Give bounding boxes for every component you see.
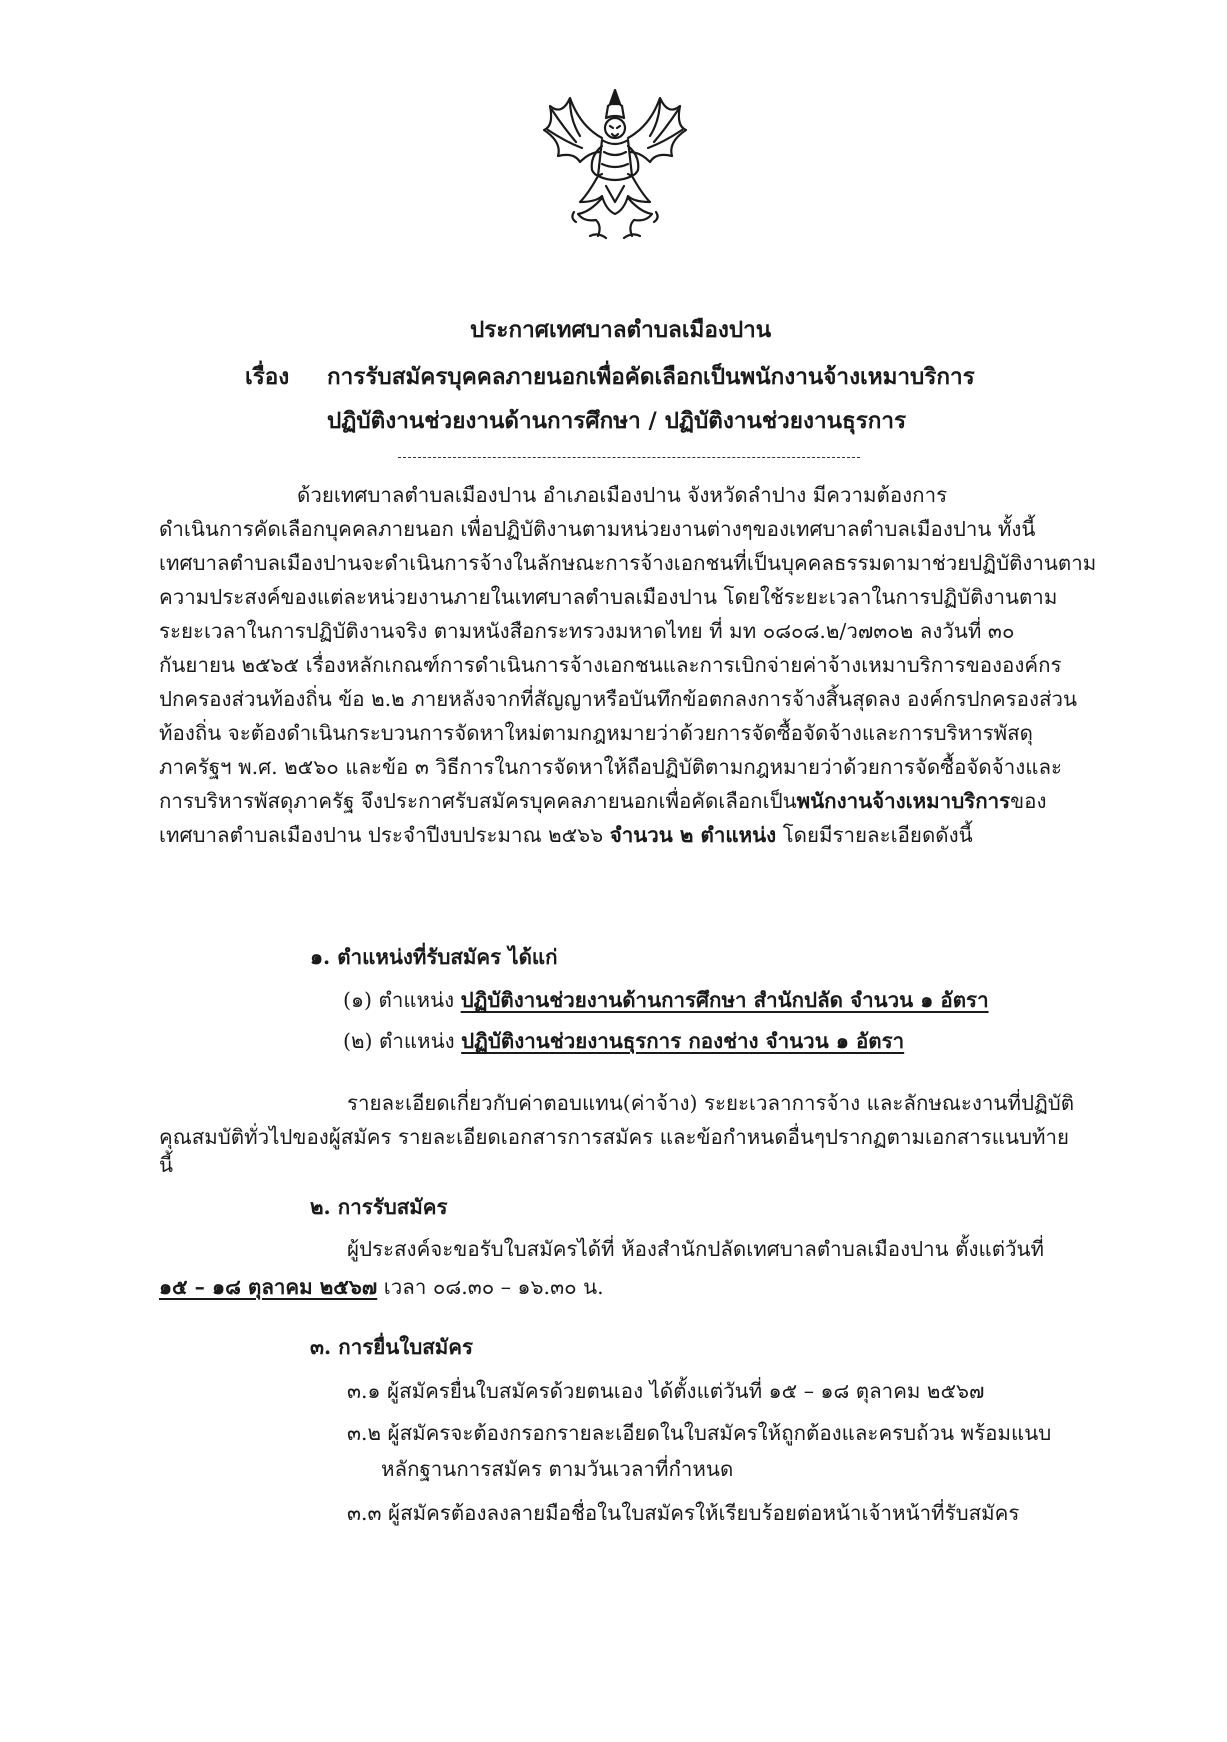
intro-emphasis: จำนวน ๒ ตำแหน่ง: [609, 823, 777, 847]
intro-line: ปกครองส่วนท้องถิ่น ข้อ ๒.๒ ภายหลังจากที่สัญญาหรือบันทึกข้อตกลงการจ้างสิ้นสุดลง องค์กรปกครองส่วน: [159, 687, 1077, 711]
application-time: เวลา ๐๘.๓๐ – ๑๖.๓๐ น.: [383, 1275, 604, 1299]
intro-line: ภาครัฐฯ พ.ศ. ๒๕๖๐ และข้อ ๓ วิธีการในการจัดหาให้ถือปฏิบัติตามกฎหมายว่าด้วยการจัดซื้อจัดจ้างและ: [159, 755, 1063, 779]
intro-line: ด้วยเทศบาลตำบลเมืองปาน อำเภอเมืองปาน จังหวัดลำปาง มีความต้องการ: [297, 483, 948, 507]
section-1-heading: ๑. ตำแหน่งที่รับสมัคร ได้แก่: [310, 945, 558, 969]
intro-text: เทศบาลตำบลเมืองปาน ประจำปีงบประมาณ ๒๕๖๖: [159, 823, 604, 847]
position-item-1: [343, 983, 989, 1017]
position-prefix: (๑) ตำแหน่ง: [343, 988, 455, 1012]
intro-line: [159, 784, 1099, 818]
section-2-heading: ๒. การรับสมัคร: [310, 1195, 448, 1219]
intro-text: การบริหารพัสดุภาครัฐ จึงประกาศรับสมัครบุคคลภายนอกเพื่อคัดเลือกเป็น: [159, 789, 797, 813]
application-date: ๑๕ – ๑๘ ตุลาคม ๒๕๖๗: [159, 1275, 378, 1299]
section-1-details: [159, 1086, 1099, 1176]
position-name: ปฏิบัติงานช่วยงานด้านการศึกษา สำนักปลัด จำนวน ๑ อัตรา: [460, 988, 989, 1012]
header-divider: [398, 457, 860, 458]
intro-line: ความประสงค์ของแต่ละหน่วยงานภายในเทศบาลตำบลเมืองปาน โดยใช้ระยะเวลาในการปฏิบัติงานตาม: [159, 585, 1058, 609]
section-2-line-1: ผู้ประสงค์จะขอรับใบสมัครได้ที่ ห้องสำนักปลัดเทศบาลตำบลเมืองปาน ตั้งแต่วันที่: [347, 1237, 1045, 1261]
intro-line: เทศบาลตำบลเมืองปานจะดำเนินการจ้างในลักษณะการจ้างเอกชนที่เป็นบุคคลธรรมดามาช่วยปฏิบัติงานตาม: [159, 551, 1097, 575]
details-line: นี้: [159, 1153, 174, 1177]
garuda-emblem-icon: [540, 86, 690, 246]
intro-line: ท้องถิ่น จะต้องดำเนินกระบวนการจัดหาใหม่ตามกฎหมายว่าด้วยการจัดซื้อจัดจ้างและการบริหารพัสดุ: [159, 721, 1033, 745]
position-name: ปฏิบัติงานช่วยงานธุรการ กองช่าง จำนวน ๑ อัตรา: [461, 1029, 905, 1053]
intro-text: โดยมีรายละเอียดดังนี้: [782, 823, 973, 847]
section-3-item-2-cont: หลักฐานการสมัคร ตามวันเวลาที่กำหนด: [381, 1457, 734, 1481]
section-3-heading: ๓. การยื่นใบสมัคร: [310, 1335, 474, 1359]
position-item-2: [343, 1024, 904, 1058]
subject-line-2: ปฏิบัติงานช่วยงานด้านการศึกษา / ปฏิบัติงานช่วยงานธุรการ: [327, 408, 907, 434]
section-2-line-2: [159, 1270, 604, 1304]
section-3-item-2: ๓.๒ ผู้สมัครจะต้องกรอกรายละเอียดในใบสมัครให้ถูกต้องและครบถ้วน พร้อมแนบ: [347, 1421, 1052, 1445]
position-prefix: (๒) ตำแหน่ง: [343, 1029, 455, 1053]
intro-line: [159, 818, 1099, 852]
section-3-item-3: ๓.๓ ผู้สมัครต้องลงลายมือชื่อในใบสมัครให้เรียบร้อยต่อหน้าเจ้าหน้าที่รับสมัคร: [347, 1501, 1020, 1525]
subject-label: เรื่อง: [245, 364, 290, 390]
intro-text: ของ: [1010, 789, 1047, 813]
intro-line: ดำเนินการคัดเลือกบุคคลภายนอก เพื่อปฏิบัติงานตามหน่วยงานต่างๆของเทศบาลตำบลเมืองปาน ทั้งนี้: [159, 517, 1036, 541]
intro-paragraph: [159, 478, 1099, 852]
section-3-item-1: ๓.๑ ผู้สมัครยื่นใบสมัครด้วยตนเอง ได้ตั้งแต่วันที่ ๑๕ – ๑๘ ตุลาคม ๒๕๖๗: [347, 1379, 985, 1403]
subject-line-1: การรับสมัครบุคคลภายนอกเพื่อคัดเลือกเป็นพนักงานจ้างเหมาบริการ: [327, 364, 975, 390]
announcement-title: ประกาศเทศบาลตำบลเมืองปาน: [470, 317, 772, 343]
intro-emphasis: พนักงานจ้างเหมาบริการ: [796, 789, 1011, 813]
details-line: คุณสมบัติทั่วไปของผู้สมัคร รายละเอียดเอกสารการสมัคร และข้อกำหนดอื่นๆปรากฏตามเอกสารแนบท้าย: [159, 1125, 1070, 1149]
details-line: รายละเอียดเกี่ยวกับค่าตอบแทน(ค่าจ้าง) ระยะเวลาการจ้าง และลักษณะงานที่ปฏิบัติ: [347, 1091, 1075, 1115]
intro-line: กันยายน ๒๕๖๕ เรื่องหลักเกณฑ์การดำเนินการจ้างเอกชนและการเบิกจ่ายค่าจ้างเหมาบริการขององค์กร: [159, 653, 1062, 677]
intro-line: ระยะเวลาในการปฏิบัติงานจริง ตามหนังสือกระทรวงมหาดไทย ที่ มท ๐๘๐๘.๒/ว๗๓๐๒ ลงวันที่ ๓๐: [159, 619, 1015, 643]
